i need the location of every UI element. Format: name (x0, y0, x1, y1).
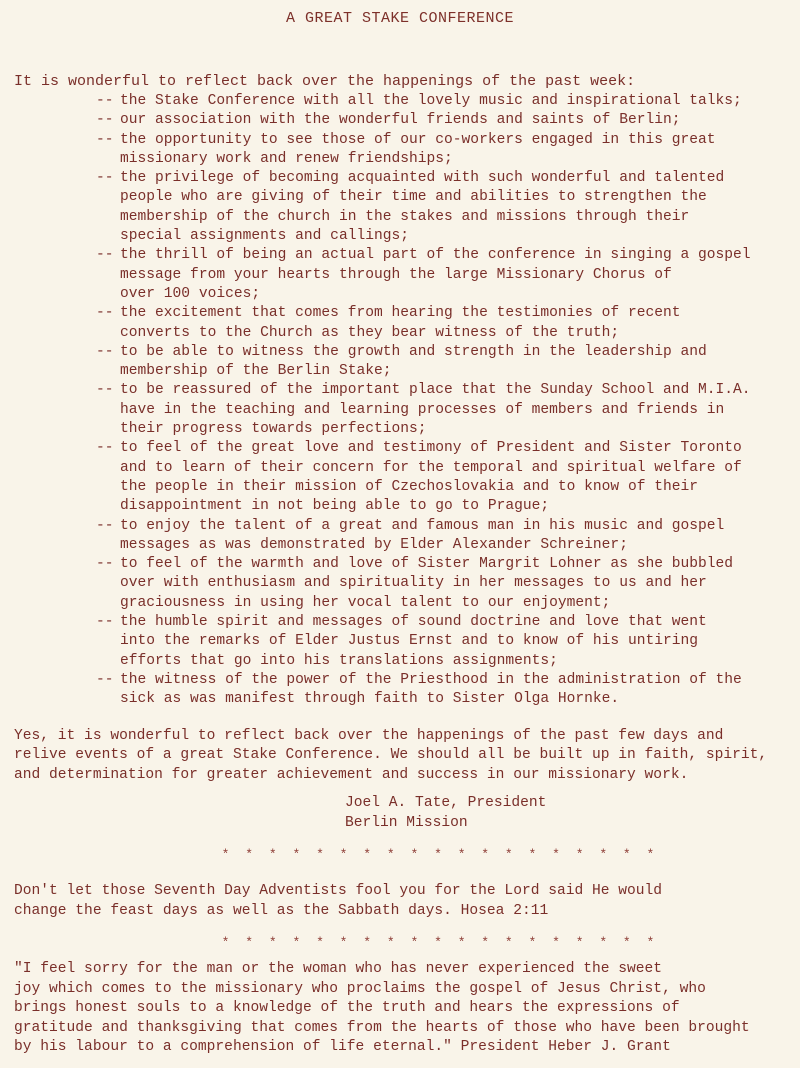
list-item-text: to feel of the great love and testimony of President and Sister Toronto and to learn of their concern for the temporal and spiritual welfare of the people in their mission of Czechoslovakia and to know of their disappointment in not being able to go to Prague; (120, 440, 742, 515)
list-item (96, 92, 796, 111)
closing-paragraph: Yes, it is wonderful to reflect back over the happenings of the past few days and relive events of a great Stake Conference. We should all be built up in faith, spirit, and determination for greater achievement and success in our missionary work. (14, 728, 768, 783)
dash-marker: -- (96, 343, 114, 360)
intro-text: It is wonderful to reflect back over the happenings of the past week: (14, 73, 636, 90)
list-item-text: the thrill of being an actual part of the conference in singing a gospel message from your hearts through the large Missionary Chorus of over 100 voices; (120, 247, 751, 302)
grant-quote-paragraph: "I feel sorry for the man or the woman who has never experienced the sweet joy which comes to the missionary who proclaims the gospel of Jesus Christ, who brings honest souls to a knowledge of the truth and hears the expressions of gratitude and thanksgiving that comes from the hearts of those who have been brought by his labour to a comprehension of life eternal." President Heber J. Grant (14, 961, 750, 1055)
dash-marker: -- (96, 382, 114, 399)
list-item-text: the excitement that comes from hearing the testimonies of recent converts to the Church as they bear witness of the truth; (120, 305, 681, 341)
list-item-text: the humble spirit and messages of sound doctrine and love that went into the remarks of Elder Justus Ernst and to know of his untiring efforts that go into his translations assignments; (120, 614, 707, 669)
list-item-text: to feel of the warmth and love of Sister Margrit Lohner as she bubbled over with enthusiasm and spirituality in her messages to us and her graciousness in using her vocal talent to our enjoyment; (120, 556, 734, 611)
happenings-list (96, 92, 796, 710)
dash-marker: -- (96, 440, 114, 457)
list-item (96, 613, 796, 671)
dash-marker: -- (96, 671, 114, 688)
list-item-text: to be reassured of the important place that the Sunday School and M.I.A. have in the teaching and learning processes of members and friends in their progress towards perfections; (120, 382, 751, 438)
list-item-text: to enjoy the talent of a great and famous man in his music and gospel messages as was demonstrated by Elder Alexander Schreiner; (120, 517, 725, 553)
list-item (96, 381, 796, 439)
list-item (96, 343, 796, 382)
dash-marker: -- (96, 247, 114, 264)
dash-marker: -- (96, 556, 114, 573)
dash-marker: -- (96, 93, 114, 109)
signature-block (345, 793, 546, 833)
list-item (96, 111, 796, 130)
list-item (96, 169, 796, 246)
list-item-text: the privilege of becoming acquainted with such wonderful and talented people who are giving of their time and abilities to strengthen the membership of the church in the stakes and missions through their special assignments and callings; (120, 170, 725, 245)
list-item (96, 131, 796, 170)
list-item (96, 246, 796, 304)
list-item (96, 517, 796, 556)
list-item-text: the Stake Conference with all the lovely music and inspirational talks; (120, 93, 742, 109)
list-item (96, 439, 796, 516)
adventists-paragraph: Don't let those Seventh Day Adventists fool you for the Lord said He would change the feast days as well as the Sabbath days. Hosea 2:11 (14, 883, 663, 919)
list-item (96, 304, 796, 343)
list-item (96, 555, 796, 613)
star-separator: * * * * * * * * * * * * * * * * * * * (221, 847, 659, 862)
list-item-text: the opportunity to see those of our co-workers engaged in this great missionary work and renew friendships; (120, 131, 716, 167)
dash-marker: -- (96, 517, 114, 534)
signature-mission: Berlin Mission (345, 815, 468, 831)
list-item-text: our association with the wonderful friends and saints of Berlin; (120, 112, 681, 129)
list-item (96, 671, 796, 710)
list-item-text: the witness of the power of the Priesthood in the administration of the sick as was manifest through faith to Sister Olga Hornke. (120, 671, 742, 708)
dash-marker: -- (96, 614, 114, 631)
dash-marker: -- (96, 112, 114, 129)
page-title: A GREAT STAKE CONFERENCE (285, 10, 515, 27)
dash-marker: -- (96, 305, 114, 322)
dash-marker: -- (96, 170, 114, 187)
signature-name: Joel A. Tate, President (345, 795, 547, 811)
dash-marker: -- (96, 131, 114, 148)
star-separator: * * * * * * * * * * * * * * * * * * * (221, 935, 659, 950)
list-item-text: to be able to witness the growth and strength in the leadership and membership of the Berlin Stake; (120, 343, 707, 380)
